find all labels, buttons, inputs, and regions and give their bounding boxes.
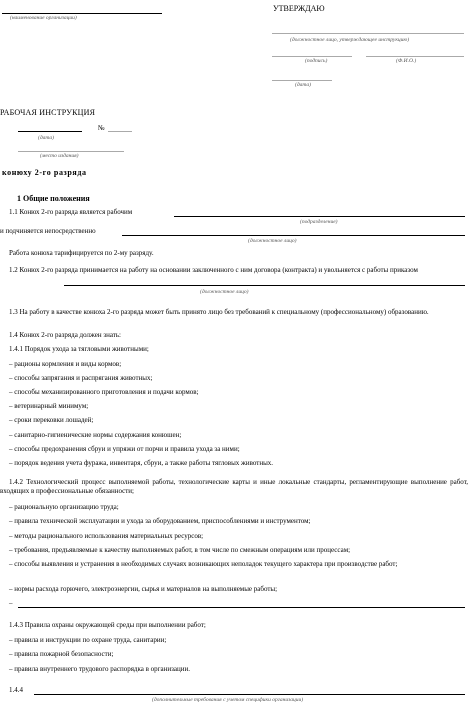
p1-1-cont-text: и подчиняется непосредственно	[0, 227, 96, 235]
list2-item: – методы рационального использования материальных ресурсов;	[9, 532, 204, 540]
p1-1-caption: (подразделение)	[300, 219, 338, 225]
blank-dash-line[interactable]	[18, 607, 465, 608]
p1-4-2-text: 1.4.2 Технологический процесс выполняемой работы, технологические карты и иные локальные стандарты, регламентирующие выполнение работ, входящих в профессиональные обязанности;	[0, 478, 468, 495]
list2-item: – рациональную организацию труда;	[9, 503, 119, 511]
p1-1-cont-caption: (должностное лицо)	[248, 238, 297, 244]
doc-date-line[interactable]	[18, 131, 82, 132]
p1-4-4-line[interactable]	[34, 694, 465, 695]
list2-item: – правила технической эксплуатации и ухода за оборудованием, приспособлениями и инструментом;	[9, 517, 311, 525]
list1-item: – способы механизированного приготовления и подачи кормов;	[9, 388, 199, 396]
org-name-caption: (наименование организации)	[10, 15, 77, 21]
list3-item: – правила пожарной безопасности;	[9, 650, 114, 658]
list1-item: – порядок ведения учета фуража, инвентаря, сбруи, а также работы тягловых животных.	[9, 459, 274, 467]
approve-heading: УТВЕРЖДАЮ	[273, 4, 325, 13]
approver-caption: (должностное лицо, утверждающее инструкцию)	[290, 37, 410, 43]
list1-item: – способы запрягания и распрягания животных;	[9, 374, 153, 382]
list1-item: – сроки перековки лошадей;	[9, 416, 94, 424]
p1-2-text: 1.2 Конюх 2-го разряда принимается на работу на основании заключенного с ним договора (контракта) и увольняется с работы приказом	[9, 266, 418, 274]
fio-line[interactable]	[366, 56, 464, 57]
list2-item: – требования, предъявляемые к качеству выполняемых работ, в том числе по смежным операциям или процессам;	[9, 546, 351, 554]
list1-item: – ветеринарный минимум;	[9, 402, 89, 410]
p1-2-line[interactable]	[64, 285, 465, 286]
list3-item: – правила и инструкции по охране труда, санитарии;	[9, 636, 167, 644]
approve-date-caption: (дата)	[295, 82, 311, 88]
p1-1-text: 1.1 Конюх 2-го разряда является рабочим	[9, 208, 133, 216]
p1-3-text: 1.3 На работу в качестве конюха 2-го разряда может быть принято лицо без требований к специальному (профессиональному) образованию.	[9, 308, 429, 316]
approver-line[interactable]	[272, 33, 464, 34]
doc-title: РАБОЧАЯ ИНСТРУКЦИЯ	[0, 108, 96, 117]
p1-4-4-text: 1.4.4	[9, 686, 23, 694]
tariff-text: Работа конюха тарифицируется по 2-му разряду.	[9, 249, 154, 257]
org-name-line[interactable]	[2, 13, 162, 14]
section1-heading: 1 Общие положения	[17, 194, 90, 203]
list2-item-last: – нормы расхода горючего, электроэнергии, сырья и материалов на выполняемые работы;	[9, 585, 278, 593]
signature-caption: (подпись)	[305, 58, 328, 64]
p1-4-text: 1.4 Конюх 2-го разряда должен знать:	[9, 331, 122, 339]
p1-4-4-caption: (дополнительные требования с учетом специфики организации)	[152, 697, 304, 703]
doc-date-caption: (дата)	[38, 135, 54, 141]
approve-date-line[interactable]	[272, 80, 332, 81]
list1-item: – рационы кормления и виды кормов;	[9, 360, 122, 368]
doc-subject: конюху 2-го разряда	[2, 168, 87, 177]
list1-item: – санитарно-гигиенические нормы содержания конюшен;	[9, 431, 182, 439]
list1-item: – способы предохранения сбруи и упряжи от порчи и правила ухода за ними;	[9, 445, 240, 453]
doc-number-sign: №	[98, 124, 105, 132]
p1-4-1-text: 1.4.1 Порядок ухода за тягловыми животными;	[9, 345, 149, 353]
list2-item-long: – способы выявления и устранения в необходимых случаях возникающих неполадок текущего характера при производстве работ;	[9, 560, 398, 568]
place-line[interactable]	[18, 151, 124, 152]
list3-item: – правила внутреннего трудового распорядка в организации.	[9, 665, 191, 673]
doc-number-line[interactable]	[108, 131, 132, 132]
p1-1-line[interactable]	[174, 216, 465, 217]
p1-2-caption: (должностное лицо)	[200, 289, 249, 295]
fio-caption: (Ф.И.О.)	[396, 58, 417, 64]
signature-line[interactable]	[272, 56, 352, 57]
p1-4-3-text: 1.4.3 Правила охраны окружающей среды при выполнении работ;	[9, 621, 206, 629]
blank-dash: –	[9, 599, 13, 607]
place-caption: (место издания)	[40, 153, 79, 159]
p1-1-cont-line[interactable]	[122, 235, 465, 236]
